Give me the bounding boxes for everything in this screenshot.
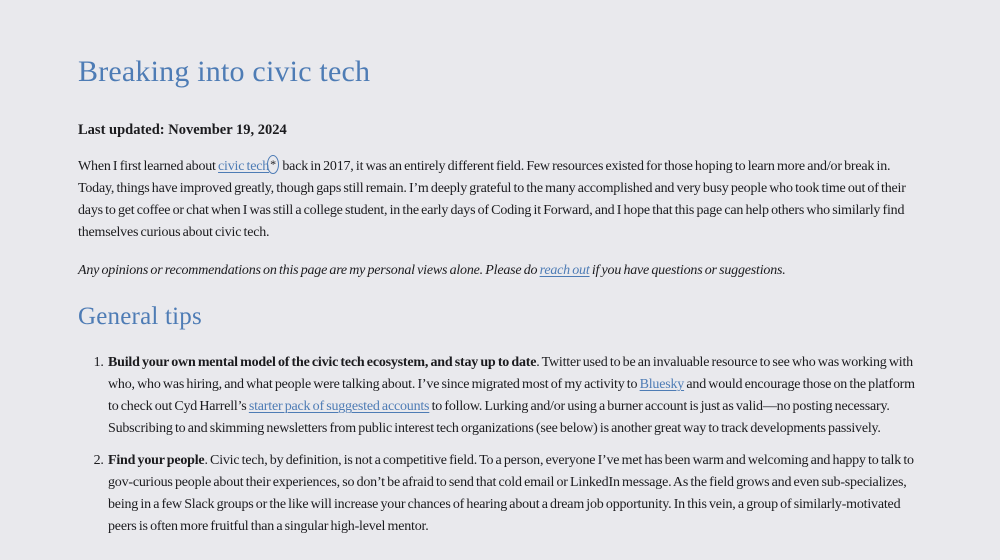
tip-2-lead: Find your people (108, 453, 205, 468)
list-item (106, 450, 926, 538)
disclaimer-text-1: Any opinions or recommendations on this page are my personal views alone. Please do (78, 263, 540, 278)
reach-out-link[interactable]: reach out (539, 263, 590, 278)
sidenote-asterisk-toggle[interactable] (267, 155, 279, 174)
civic-tech-link[interactable]: civic tech (218, 159, 270, 174)
disclaimer-text-2: if you have questions or suggestions. (589, 263, 786, 278)
tip-1-text-2: and would encourage those on the platform to check out Cyd Harrell’s (108, 377, 915, 414)
list-item (106, 352, 926, 440)
section-title-general-tips: General tips (78, 303, 202, 330)
disclaimer-paragraph (78, 260, 926, 282)
tip-1-lead: Build your own mental model of the civic tech ecosystem, and stay up to date (108, 355, 537, 370)
intro-paragraph (78, 155, 926, 244)
last-updated-date: November 19, 2024 (168, 122, 287, 138)
tips-list (78, 352, 926, 538)
last-updated-label: Last updated: (78, 122, 165, 138)
intro-text-2: back in 2017, it was an entirely different field. Few resources existed for those hoping to learn more and/or break in. Today, things have improved greatly, though gaps still remain. I’m deeply grateful to the many accomplished and very busy people who took time out of their days to get coffee or chat when I was still a college student, in the early days of Coding it Forward, and I hope that this page can help others who similarly find themselves curious about civic tech. (78, 159, 906, 240)
asterisk-icon: * (270, 157, 277, 171)
article (78, 0, 926, 538)
tip-1-text-3: to follow. Lurking and/or using a burner account is just as valid—no posting necessary. Subscribing to and skimming newsletters from public interest tech organizations (see below) is another great way to track developments passively. (108, 399, 890, 436)
bluesky-link[interactable]: Bluesky (639, 377, 685, 392)
tip-1-text-1: . Twitter used to be an invaluable resource to see who was working with who, who was hiring, and what people were talking about. I’ve since migrated most of my activity to (108, 355, 913, 392)
page-title: Breaking into civic tech (78, 55, 371, 88)
last-updated (78, 120, 926, 140)
starter-pack-link[interactable]: starter pack of suggested accounts (248, 399, 430, 414)
intro-text-1: When I first learned about (78, 159, 219, 174)
tip-2-text-1: . Civic tech, by definition, is not a competitive field. To a person, everyone I’ve met has been warm and welcoming and happy to talk to gov-curious people about their experiences, so don’t be afraid to send that cold email or LinkedIn message. As the field grows and even sub-specializes, being in a few Slack groups or the like will increase your chances of hearing about a dream job opportunity. In this vein, a group of similarly-motivated peers is often more fruitful than a singular high-level mentor. (108, 453, 914, 534)
